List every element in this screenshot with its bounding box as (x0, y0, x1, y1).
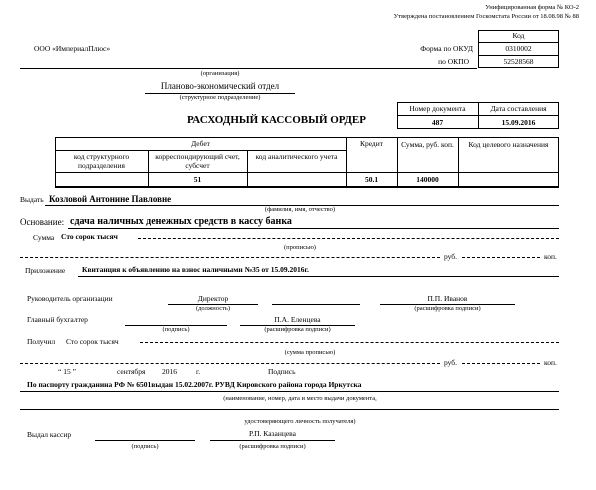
org-caption: (организация) (200, 70, 240, 77)
debet-header: Дебет (191, 139, 210, 148)
rub-label: руб. (444, 252, 457, 261)
received-words: Сто сорок тысяч (66, 337, 119, 346)
chief-acc-label: Главный бухгалтер (27, 315, 88, 324)
doc-title: РАСХОДНЫЙ КАССОВЫЙ ОРДЕР (187, 114, 366, 126)
head-label: Руководитель организации (27, 294, 113, 303)
cashier-name: Р.П. Казанцева (249, 429, 296, 438)
date-month: сентября (117, 367, 146, 376)
received-caption: (сумма прописью) (284, 349, 336, 356)
attachment: Квитанция к объявлению на взнос наличными №35 от 15.09.2016г. (82, 265, 309, 274)
okud-value: 0310002 (505, 44, 532, 53)
col-credit: Кредит (359, 139, 384, 148)
doc-date-label: Дата составления (490, 104, 547, 113)
date-day: “ 15 ” (58, 367, 76, 376)
head-name-caption: (расшифровка подписи) (414, 305, 481, 312)
position-caption: (должность) (195, 305, 231, 312)
cashier-label: Выдал кассир (27, 430, 72, 439)
col-analytic: код аналитического учета (255, 152, 338, 161)
col-purpose: Код целевого назначения (468, 140, 549, 149)
okpo-value: 52528568 (503, 57, 534, 66)
passport: По паспорту гражданина РФ № 6501выдан 15.02.2007г. РУВД Кировского района города Иркутска (27, 380, 362, 389)
doc-number: 487 (431, 118, 444, 127)
kop-label: коп. (544, 252, 557, 261)
doc-number-label: Номер документа (409, 104, 466, 113)
passport-caption-2: удостоверяющего личность получателя) (244, 418, 356, 425)
issue-caption: (фамилия, имя, отчество) (264, 206, 336, 213)
col-sum: Сумма, руб. коп. (401, 140, 454, 149)
passport-caption: (наименование, номер, дата и место выдачи документа, (223, 395, 377, 402)
issue-label: Выдать (20, 195, 44, 204)
received-rub: руб. (444, 358, 457, 367)
received-label: Получил (27, 337, 56, 346)
sum-caption: (прописью) (284, 244, 316, 251)
head-name: П.П. Иванов (427, 294, 468, 303)
chief-acc-name-caption: (расшифровка подписи) (264, 326, 331, 333)
attachment-label: Приложение (25, 266, 66, 275)
doc-date: 15.09.2016 (501, 118, 536, 127)
row-credit: 50.1 (364, 175, 379, 184)
org-name: ООО «ИмпериалПлюс» (34, 44, 111, 53)
chief-acc-name: П.А. Еленцева (274, 315, 321, 324)
dept-name: Планово-экономический отдел (160, 81, 280, 91)
col-account: корреспондирующий счет, субсчет (155, 152, 240, 170)
date-year: 2016 (162, 367, 177, 376)
cashier-sign-caption: (подпись) (131, 443, 159, 450)
okud-label: Форма по ОКУД (420, 44, 473, 53)
okpo-label: по ОКПО (438, 57, 469, 66)
col-subdivision: код структурного подразделения (73, 152, 130, 170)
date-year-suffix: г. (196, 367, 201, 376)
received-kop: коп. (544, 358, 557, 367)
form-code: Унифицированная форма № КО-2 (485, 4, 579, 11)
sum-label: Сумма (33, 233, 55, 242)
row-sum: 140000 (416, 175, 439, 184)
head-position: Директор (197, 294, 229, 303)
basis-label: Основание: (20, 217, 65, 227)
sum-words: Сто сорок тысяч (61, 232, 118, 241)
dept-caption: (структурное подразделение) (179, 94, 261, 101)
chief-acc-sign-caption: (подпись) (162, 326, 190, 333)
approved-note: Утверждена постановлением Госкомстата России от 18.08.98 № 88 (393, 13, 579, 20)
issue-to: Козловой Антонине Павловне (49, 194, 172, 204)
row-account: 51 (193, 175, 202, 184)
kod-label: Код (512, 31, 525, 40)
sign-label: Подпись (268, 367, 296, 376)
cashier-name-caption: (расшифровка подписи) (239, 443, 306, 450)
basis: сдача наличных денежных средств в кассу банка (70, 216, 292, 227)
